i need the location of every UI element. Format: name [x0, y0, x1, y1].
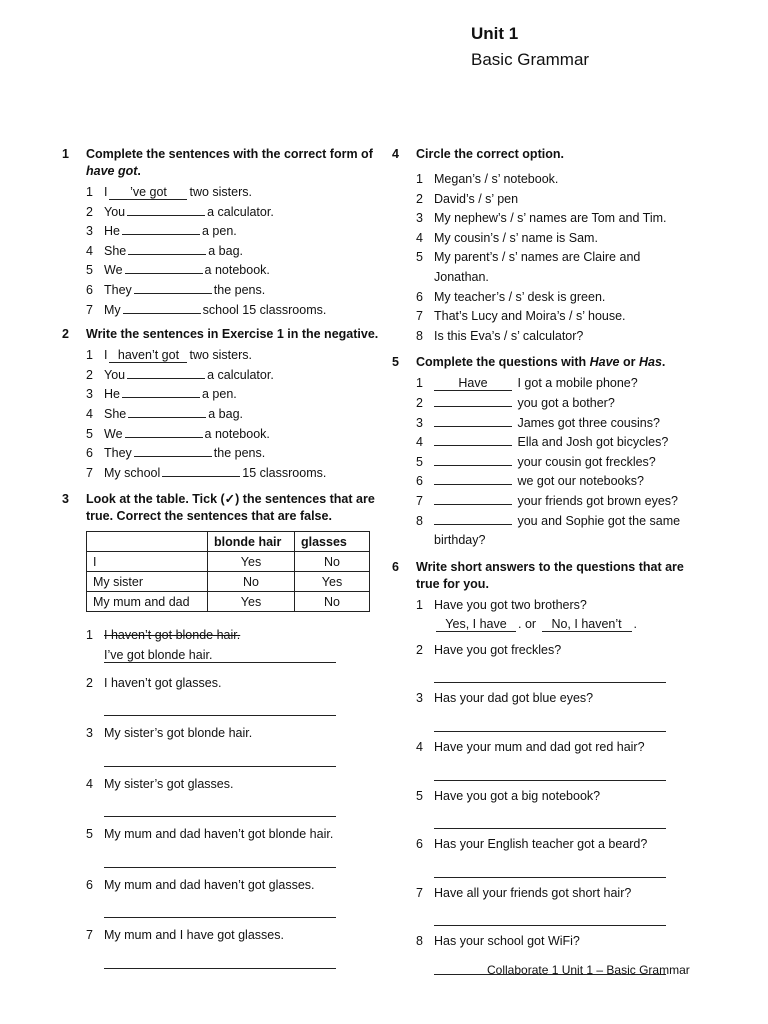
exercise-instruction: Look at the table. Tick (✓) the sentences that are true. Correct the sentences that are false. — [86, 492, 375, 524]
item-number: 8 — [416, 934, 423, 949]
question-text: you and Sophie got the same birthday? — [434, 513, 681, 548]
item-number: 1 — [86, 628, 93, 643]
table-cell: Yes — [295, 572, 370, 592]
sentence — [104, 825, 382, 868]
list-item — [416, 472, 692, 492]
answer-blank[interactable] — [434, 465, 512, 466]
item-number: 4 — [416, 740, 423, 755]
item-number: 1 — [86, 348, 93, 363]
sentence-start: They — [104, 446, 132, 461]
question-text: your friends got brown eyes? — [517, 493, 678, 508]
item-number: 5 — [416, 250, 423, 265]
list-item — [416, 394, 692, 414]
question-text: Have you got freckles? — [434, 642, 562, 657]
list-item — [416, 689, 692, 732]
sentence-text: My mum and dad haven’t got glasses. — [104, 877, 315, 892]
item-number: 7 — [86, 302, 93, 317]
list-item — [86, 242, 382, 262]
table-cell: My sister — [87, 572, 208, 592]
item-number: 3 — [86, 726, 93, 741]
sentence-end: a bag. — [208, 243, 244, 258]
question — [434, 738, 692, 781]
list-item — [416, 209, 692, 229]
sentence-end: a bag. — [208, 406, 244, 421]
exercise-5 — [392, 354, 692, 550]
exercise-instruction: Circle the correct option. — [416, 147, 564, 161]
list-item — [86, 346, 382, 366]
sentence-start: I — [104, 185, 108, 199]
item-number: 6 — [86, 446, 93, 461]
exercise-items — [416, 596, 692, 975]
question — [434, 433, 692, 453]
sentence-start: My school — [104, 465, 161, 480]
table-cell: Yes — [208, 552, 295, 572]
sentence-start: My — [104, 302, 121, 317]
right-column — [392, 146, 692, 975]
sentence-end: a pen. — [201, 224, 237, 239]
sentence-text: My sister’s got glasses. — [104, 776, 234, 791]
option-sentence[interactable]: My parent’s / s’ names are Claire and Jonathan. — [434, 250, 641, 284]
item-number: 5 — [86, 426, 93, 441]
question — [434, 453, 692, 473]
answer-blank[interactable] — [134, 456, 212, 457]
list-item — [416, 190, 692, 210]
answer-blank[interactable] — [127, 215, 205, 216]
sentence — [104, 242, 382, 262]
item-number: 7 — [416, 309, 423, 324]
list-item — [86, 626, 382, 665]
item-number: 4 — [86, 406, 93, 421]
answer-blank[interactable]: No, I haven’t — [542, 617, 632, 632]
question-text: Have all your friends got short hair? — [434, 885, 632, 900]
sentence — [104, 876, 382, 919]
sentence-end: the pens. — [213, 282, 266, 297]
answer-line[interactable] — [434, 863, 666, 878]
sentence — [104, 261, 382, 281]
sentence — [104, 926, 382, 969]
item-number: 6 — [416, 474, 423, 489]
list-item — [416, 738, 692, 781]
question-text: Has your dad got blue eyes? — [434, 691, 594, 706]
list-item: 1 Have you got two brothers? Yes, I have . or No, I haven’t . — [416, 596, 692, 635]
sentence-text: I haven’t got glasses. — [104, 675, 222, 690]
list-item — [416, 641, 692, 684]
list-item — [86, 775, 382, 818]
sentence-start: We — [104, 263, 123, 278]
question-text: Has your English teacher got a beard? — [434, 837, 648, 852]
answer-line[interactable] — [434, 766, 666, 781]
item-number: 1 — [416, 597, 423, 612]
exercise-2 — [62, 326, 382, 483]
list-item — [86, 425, 382, 445]
sentence-end: a pen. — [201, 387, 237, 402]
table-row — [87, 552, 370, 572]
answer-blank[interactable] — [122, 234, 200, 235]
item-number: 3 — [416, 415, 423, 430]
item-number: 3 — [86, 224, 93, 239]
list-item — [86, 301, 382, 321]
sentence-end: two sisters. — [189, 185, 252, 199]
list-item — [86, 825, 382, 868]
item-number: 6 — [86, 877, 93, 892]
item-number: 1 — [86, 185, 93, 199]
table-row — [87, 592, 370, 612]
answer-line[interactable] — [434, 668, 666, 683]
question-text: you got a bother? — [517, 395, 615, 410]
table-cell: No — [295, 552, 370, 572]
sentence — [104, 674, 382, 717]
answer-blank[interactable]: ’ve got — [109, 185, 187, 200]
unit-subtitle: Basic Grammar — [471, 50, 590, 69]
table-cell: No — [208, 572, 295, 592]
page-footer: Collaborate 1 Unit 1 – Basic Grammar — [487, 963, 690, 977]
table-cell: Yes — [208, 592, 295, 612]
table-header — [87, 532, 208, 552]
item-number: 1 — [416, 172, 423, 186]
list-item — [86, 464, 382, 484]
exercise-instruction: Complete the sentences with the correct form of have got. — [86, 147, 373, 178]
list-item — [86, 366, 382, 386]
sentence — [104, 301, 382, 321]
item-number: 2 — [86, 675, 93, 690]
answer-blank[interactable] — [434, 445, 512, 446]
option-sentence[interactable]: My cousin’s / s’ name is Sam. — [434, 230, 598, 245]
answer-blank[interactable] — [434, 484, 512, 485]
item-number: 3 — [416, 211, 423, 226]
list-item — [416, 414, 692, 434]
list-item — [86, 926, 382, 969]
list-item — [86, 876, 382, 919]
question — [434, 374, 692, 394]
answer-blank[interactable] — [123, 313, 201, 314]
list-item — [86, 724, 382, 767]
list-item — [86, 261, 382, 281]
item-number: 2 — [416, 191, 423, 206]
list-item — [86, 444, 382, 464]
sentence — [104, 724, 382, 767]
answer-blank[interactable] — [128, 417, 206, 418]
question — [434, 512, 692, 551]
sentence — [104, 425, 382, 445]
option-sentence[interactable]: My nephew’s / s’ names are Tom and Tim. — [434, 211, 667, 226]
sentence-start: They — [104, 282, 132, 297]
table-header: glasses — [295, 532, 370, 552]
table-row — [87, 572, 370, 592]
item-number: 3 — [416, 691, 423, 706]
sentence-start: You — [104, 204, 126, 219]
question — [434, 689, 692, 732]
item-number: 2 — [86, 204, 93, 219]
list-item — [416, 512, 692, 551]
exercise-6 — [392, 559, 692, 975]
answer-line[interactable] — [104, 701, 336, 716]
item-number: 7 — [86, 465, 93, 480]
sentence — [104, 444, 382, 464]
sentence-text: My mum and I have got glasses. — [104, 928, 284, 943]
item-number: 2 — [86, 367, 93, 382]
sentence-end: school 15 classrooms. — [202, 302, 327, 317]
answer-blank[interactable] — [434, 426, 512, 427]
exercise-number: 5 — [392, 355, 399, 370]
sentence-start: She — [104, 406, 127, 421]
answer-blank[interactable] — [127, 378, 205, 379]
sentence-end: a notebook. — [204, 426, 270, 441]
sentence-end: a calculator. — [207, 204, 274, 219]
answer-line[interactable] — [104, 954, 336, 969]
option-sentence[interactable]: My teacher’s / s’ desk is green. — [434, 289, 606, 304]
question — [434, 787, 692, 830]
answer-blank[interactable] — [434, 406, 512, 407]
item-number: 8 — [416, 513, 423, 528]
sentence-text: My sister’s got blonde hair. — [104, 726, 253, 741]
sentence — [104, 203, 382, 223]
question-text: James got three cousins? — [517, 415, 660, 430]
sentence — [104, 385, 382, 405]
option-sentence[interactable]: David’s / s’ pen — [434, 191, 519, 206]
item-number: 6 — [416, 289, 423, 304]
question-text: Ella and Josh got bicycles? — [517, 435, 669, 450]
exercise-instruction: Write the sentences in Exercise 1 in the negative. — [86, 327, 379, 342]
list-item — [86, 674, 382, 717]
struck-sentence: I haven’t got blonde hair. — [104, 628, 241, 643]
exercise-items — [86, 183, 382, 320]
sentence — [104, 346, 382, 366]
exercise-number: 1 — [62, 147, 69, 161]
exercise-instruction: Complete the questions with Have or Has. — [416, 355, 666, 370]
list-item — [86, 405, 382, 425]
item-number: 7 — [416, 885, 423, 900]
list-item — [86, 183, 382, 203]
exercise-number: 6 — [392, 559, 399, 574]
sentence — [104, 366, 382, 386]
table-cell: No — [295, 592, 370, 612]
answer-blank[interactable] — [434, 524, 512, 525]
item-number: 2 — [416, 642, 423, 657]
item-number: 5 — [86, 827, 93, 842]
answer-line[interactable] — [434, 911, 666, 926]
list-item — [416, 835, 692, 878]
answer-line[interactable] — [434, 814, 666, 829]
sentence-end: two sisters. — [189, 348, 252, 363]
exercise-1 — [62, 146, 382, 320]
option-sentence[interactable]: Megan’s / s’ notebook. — [434, 172, 559, 186]
answer-blank[interactable]: Have — [434, 376, 512, 391]
exercise-number: 2 — [62, 327, 69, 342]
answer-blank[interactable]: Yes, I have — [436, 617, 516, 632]
list-item — [86, 385, 382, 405]
sentence — [104, 464, 382, 484]
answer-line[interactable] — [434, 717, 666, 732]
sentence-text: My mum and dad haven’t got blonde hair. — [104, 827, 334, 842]
option-sentence[interactable]: Is this Eva’s / s’ calculator? — [434, 328, 584, 343]
exercise-items — [416, 170, 692, 346]
exercise-3 — [62, 491, 382, 969]
item-number: 4 — [86, 776, 93, 791]
sentence-start: We — [104, 426, 123, 441]
sentence — [104, 405, 382, 425]
question-text: your cousin got freckles? — [517, 454, 656, 469]
question-text: we got our notebooks? — [517, 474, 644, 489]
list-item — [416, 492, 692, 512]
item-number: 1 — [416, 376, 423, 391]
exercise-items — [86, 346, 382, 483]
question-text: Have you got a big notebook? — [434, 788, 601, 803]
item-number: 4 — [416, 230, 423, 245]
sentence-start: I — [104, 348, 108, 363]
answer-line[interactable] — [104, 853, 336, 868]
table-cell: I — [87, 552, 208, 572]
sentence — [104, 222, 382, 242]
answer-blank[interactable] — [134, 293, 212, 294]
list-item — [86, 281, 382, 301]
exercise-items — [86, 626, 382, 969]
item-number: 7 — [416, 493, 423, 508]
list-item — [416, 327, 692, 347]
answer-line[interactable] — [104, 752, 336, 767]
item-number: 8 — [416, 328, 423, 343]
list-item — [86, 203, 382, 223]
hair-glasses-table — [86, 531, 370, 612]
table-header: blonde hair — [208, 532, 295, 552]
question-text: Has your school got WiFi? — [434, 934, 580, 949]
sentence-end: a notebook. — [204, 263, 270, 278]
question — [434, 414, 692, 434]
table-cell: My mum and dad — [87, 592, 208, 612]
sentence — [104, 281, 382, 301]
sentence — [104, 183, 382, 203]
question-text: Have you got two brothers? — [434, 597, 587, 612]
answer-blank[interactable] — [125, 273, 203, 274]
item-number: 4 — [86, 243, 93, 258]
exercise-4 — [392, 146, 692, 346]
list-item — [416, 787, 692, 830]
answer-blank[interactable] — [125, 437, 203, 438]
question-text: I got a mobile phone? — [517, 376, 638, 391]
sentence-end: 15 classrooms. — [242, 465, 327, 480]
item-number: 5 — [416, 454, 423, 469]
answer-blank[interactable] — [128, 254, 206, 255]
list-item — [416, 453, 692, 473]
sentence-start: She — [104, 243, 127, 258]
list-item — [86, 222, 382, 242]
sentence-end: a calculator. — [207, 367, 274, 382]
left-column — [62, 146, 382, 969]
answer-line[interactable] — [104, 903, 336, 918]
item-number: 4 — [416, 435, 423, 450]
question — [434, 835, 692, 878]
exercise-instruction: Write short answers to the questions that are true for you. — [416, 559, 684, 591]
list-item — [416, 170, 692, 190]
answer-blank[interactable] — [122, 397, 200, 398]
item-number: 6 — [416, 837, 423, 852]
item-number: 7 — [86, 928, 93, 943]
sentence — [104, 775, 382, 818]
answer-blank[interactable]: haven’t got — [109, 348, 187, 363]
question — [434, 492, 692, 512]
unit-title: Unit 1 — [471, 24, 519, 43]
question-text: Have your mum and dad got red hair? — [434, 740, 645, 755]
item-number: 2 — [416, 395, 423, 410]
answer-blank[interactable] — [434, 504, 512, 505]
sentence-start: You — [104, 367, 126, 382]
exercise-number: 4 — [392, 147, 399, 161]
list-item — [416, 433, 692, 453]
option-sentence[interactable]: That’s Lucy and Moira’s / s’ house. — [434, 309, 626, 324]
item-number: 6 — [86, 282, 93, 297]
list-item — [416, 884, 692, 927]
list-item — [416, 307, 692, 327]
question — [434, 641, 692, 684]
answer-line[interactable]: I’ve got blonde hair. — [104, 648, 336, 663]
item-number: 5 — [416, 788, 423, 803]
question — [434, 884, 692, 927]
answer-line[interactable] — [104, 802, 336, 817]
item-number: 3 — [86, 387, 93, 402]
exercise-number: 3 — [62, 492, 69, 507]
answer-blank[interactable] — [162, 476, 240, 477]
list-item — [416, 229, 692, 249]
item-number: 5 — [86, 263, 93, 278]
question — [434, 472, 692, 492]
question — [434, 394, 692, 414]
sentence-start: He — [104, 224, 120, 239]
list-item — [416, 374, 692, 394]
exercise-items — [416, 374, 692, 550]
sentence-start: He — [104, 387, 120, 402]
list-item — [416, 288, 692, 308]
list-item — [416, 248, 692, 287]
sentence-end: the pens. — [213, 446, 266, 461]
